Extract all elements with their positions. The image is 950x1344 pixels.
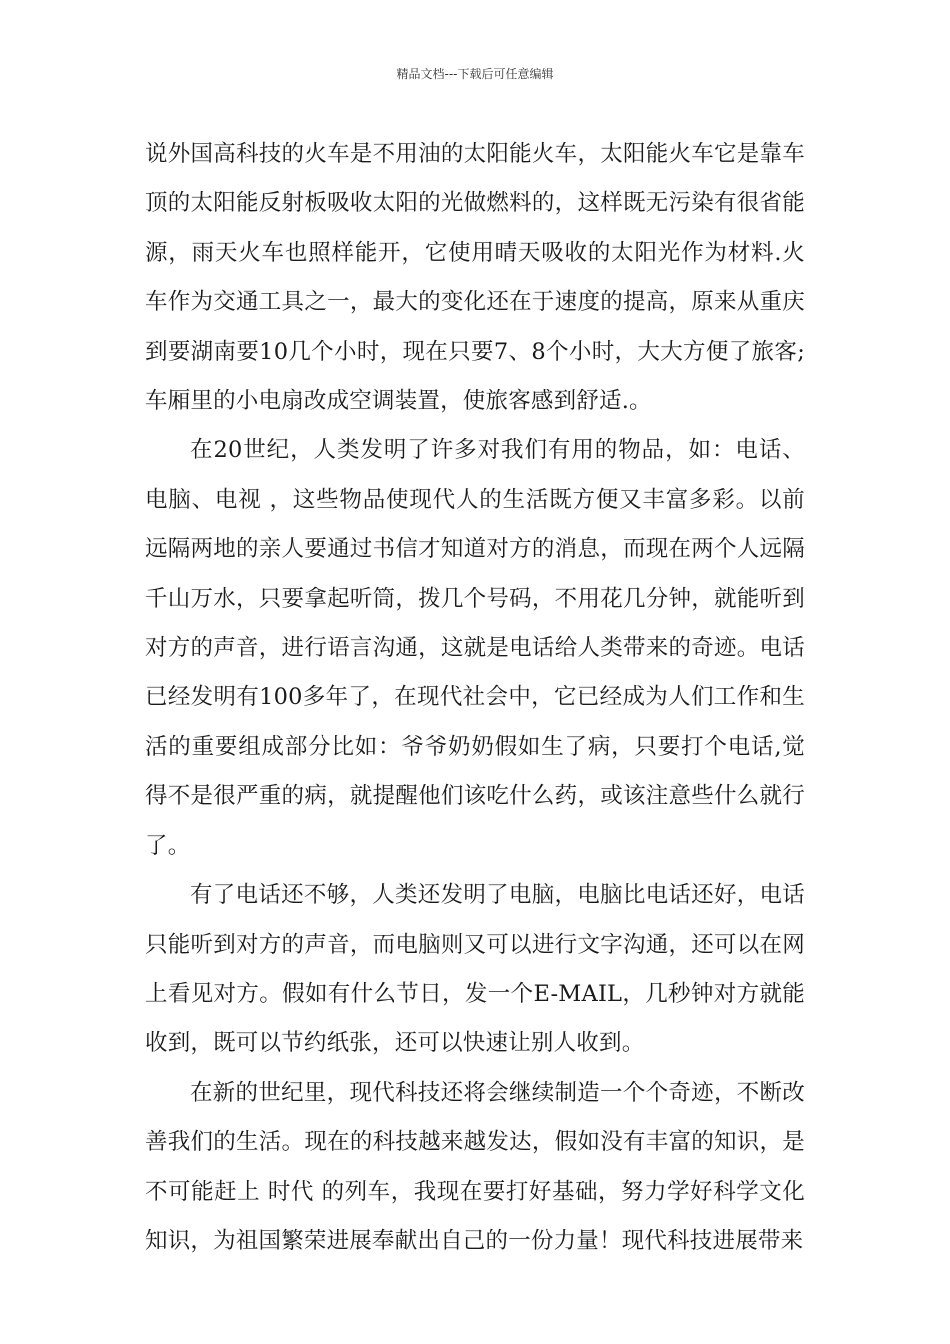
paragraph-3: 有了电话还不够，人类还发明了电脑，电脑比电话还好，电话只能听到对方的声音，而电脑则又可以进行文字沟通，还可以在网上看见对方。假如有什么节日，发一个E-MAIL，几秒钟对方就能收到，既可以节约纸张，还可以快速让别人收到。: [145, 882, 805, 1057]
page-header: 精品文档---下载后可任意编辑: [396, 67, 554, 81]
paragraph-4: 在新的世纪里，现代科技还将会继续制造一个个奇迹，不断改善我们的生活。现在的科技越来越发达，假如没有丰富的知识，是不可能赶上 时代 的列车，我现在要打好基础，努力学好科学文化知识，为祖国繁荣进展奉献出自己的一份力量！现代科技进展带来: [145, 1079, 805, 1254]
paragraph-1: 说外国高科技的火车是不用油的太阳能火车，太阳能火车它是靠车顶的太阳能反射板吸收太阳的光做燃料的，这样既无污染有很省能源，雨天火车也照样能开，它使用晴天吸收的太阳光作为材料.火车作为交通工具之一，最大的变化还在于速度的提高，原来从重庆到要湖南要10几个小时，现在只要7、8个小时，大大方便了旅客;车厢里的小电扇改成空调装置，使旅客感到舒适.。: [145, 141, 805, 415]
document-body: [145, 130, 805, 1266]
paragraph-2: 在20世纪，人类发明了许多对我们有用的物品，如：电话、电脑、电视 ，这些物品使现代人的生活既方便又丰富多彩。以前远隔两地的亲人要通过书信才知道对方的消息，而现在两个人远隔千山万水，只要拿起听筒，拨几个号码，不用花几分钟，就能听到对方的声音，进行语言沟通，这就是电话给人类带来的奇迹。电话已经发明有100多年了，在现代社会中，它已经成为人们工作和生活的重要组成部分比如：爷爷奶奶假如生了病，只要打个电话,觉得不是很严重的病，就提醒他们该吃什么药，或该注意些什么就行了。: [145, 437, 805, 859]
